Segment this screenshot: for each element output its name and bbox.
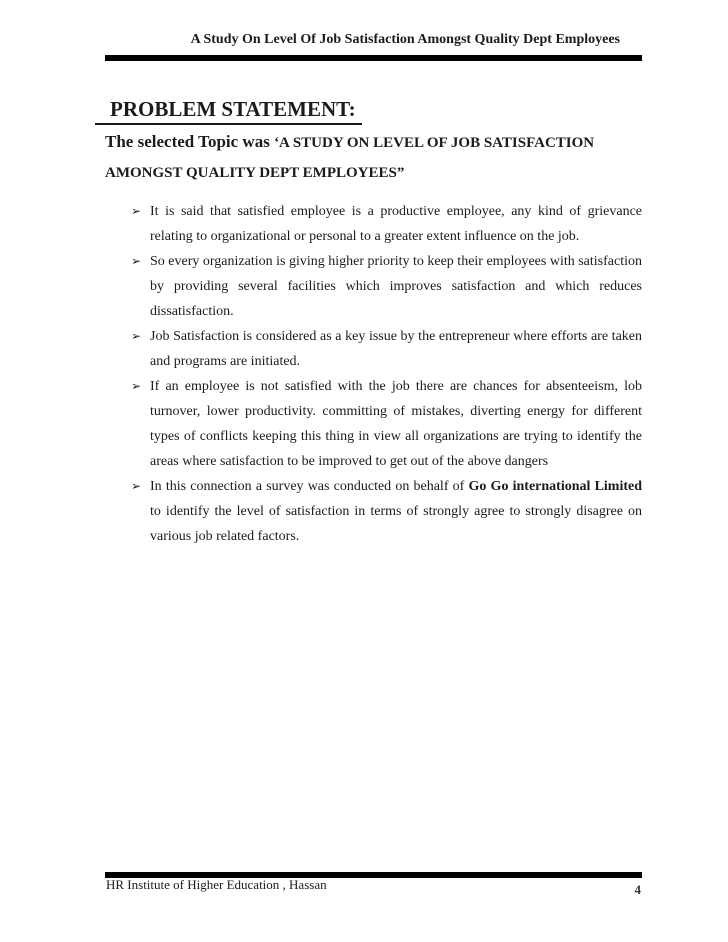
- arrow-bullet-icon: ➢: [131, 479, 142, 493]
- bullet-text: So every organization is giving higher priority to keep their employees with satisfaction by providing several facilities which improves satisfaction and which reduces dissatisfaction.: [150, 254, 642, 319]
- bullet-item: [105, 374, 642, 474]
- bullet-item: [105, 249, 642, 324]
- bullet-item: [105, 199, 642, 249]
- bullet-text: It is said that satisfied employee is a productive employee, any kind of grievance relating to organizational or personal to a greater extent influence on the job.: [150, 204, 642, 244]
- bullet-text-bold: Go Go international Limited: [468, 479, 643, 494]
- footer-institute: HR Institute of Higher Education , Hassan: [106, 877, 327, 892]
- bullet-text: In this connection a survey was conducted on behalf of: [150, 479, 469, 494]
- arrow-bullet-icon: ➢: [131, 379, 142, 393]
- topic-statement: [105, 127, 645, 188]
- header-rule: [105, 55, 642, 61]
- section-heading-problem-statement: PROBLEM STATEMENT:: [95, 97, 362, 125]
- running-header-title: A Study On Level Of Job Satisfaction Amongst Quality Dept Employees: [190, 32, 620, 47]
- arrow-bullet-icon: ➢: [131, 329, 142, 343]
- page-number: 4: [634, 882, 641, 897]
- topic-prefix: The selected Topic was: [105, 132, 275, 151]
- bullet-text: to identify the level of satisfaction in terms of strongly agree to strongly disagree on various job related factors.: [150, 504, 642, 544]
- bullet-list: [105, 199, 642, 549]
- bullet-item: [105, 474, 642, 549]
- topic-quoted-title: ‘A STUDY ON LEVEL OF JOB SATISFACTION AMONGST QUALITY DEPT EMPLOYEES”: [105, 135, 595, 181]
- bullet-text: If an employee is not satisfied with the job there are chances for absenteeism, lob turnover, lower productivity. committing of mistakes, diverting energy for different types of conflicts keeping this thing in view all organizations are trying to identify the areas where satisfaction to be improved to get out of the above dangers: [150, 379, 642, 469]
- bullet-text: Job Satisfaction is considered as a key issue by the entrepreneur where efforts are taken and programs are initiated.: [150, 329, 642, 369]
- bullet-item: [105, 324, 642, 374]
- arrow-bullet-icon: ➢: [131, 204, 142, 218]
- arrow-bullet-icon: ➢: [131, 254, 142, 268]
